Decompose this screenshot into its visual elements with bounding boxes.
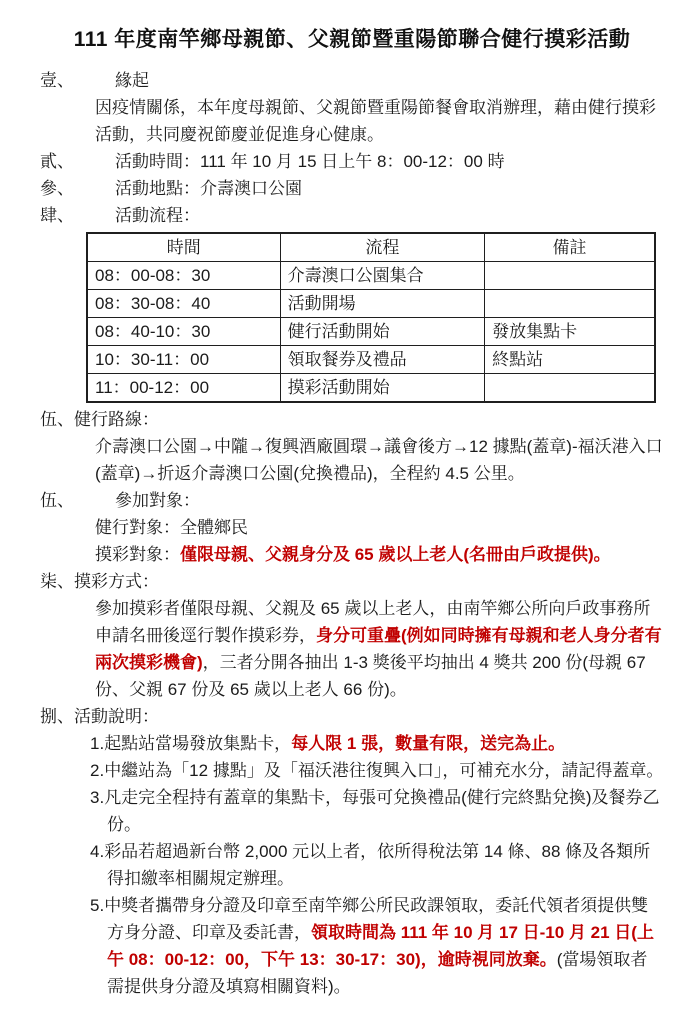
cell-note: 發放集點卡: [485, 318, 655, 346]
section-route-body: 介壽澳口公園→中隴→復興酒廠圓環→議會後方→12 據點(蓋章)-福沃港入口(蓋章)→折返介壽澳口公園(兌換禮品)，全程約 4.5 公里。: [95, 437, 663, 483]
cell-note: [485, 290, 655, 318]
item-number: 2.: [90, 761, 105, 780]
schedule-table-wrap: [86, 232, 664, 403]
schedule-table: [86, 232, 656, 403]
item-number: 4.: [90, 842, 105, 861]
section-participants-title: 參加對象：: [115, 491, 200, 510]
item-text: 中繼站為「12 據點」及「福沃港往復興入口」，可補充水分，請記得蓋章。: [104, 761, 664, 780]
item-text: 中獎者攜帶身分證及印章至南竿鄉公所民政課領取，委託代領者須提供雙方身分證、印章及委託書，: [104, 896, 649, 942]
cell-note: [485, 262, 655, 290]
section-notes-heading: [40, 703, 664, 730]
cell-note: [485, 374, 655, 403]
section-lottery-body: [95, 595, 664, 703]
section-place-text: 活動地點：介壽澳口公園: [115, 179, 302, 198]
table-row: [87, 290, 655, 318]
item-text: 彩品若超過新台幣 2,000 元以上者，依所得稅法第 14 條、88 條及各類所得扣繳率相關規定辦理。: [104, 842, 651, 888]
page-title: 111 年度南竿鄉母親節、父親節暨重陽節聯合健行摸彩活動: [73, 28, 631, 51]
lottery-body-highlight: 身分可重疊(例如同時擁有母親和老人身分者有兩次摸彩機會): [95, 626, 662, 672]
list-item: [90, 757, 664, 784]
cell-flow: 領取餐券及禮品: [280, 346, 484, 374]
list-item: [90, 892, 664, 1000]
cell-time: 10：30-11：00: [87, 346, 280, 374]
section-time-text: 活動時間：111 年 10 月 15 日上午 8：00-12：00 時: [115, 152, 505, 171]
section-origin-body: 因疫情關係，本年度母親節、父親節暨重陽節餐會取消辦理，藉由健行摸彩活動，共同慶祝節慶並促進身心健康。: [95, 98, 656, 144]
section-origin-heading: [40, 67, 664, 94]
schedule-col-flow: 流程: [280, 233, 484, 262]
item-number: 5.: [90, 896, 105, 915]
section-time: [40, 148, 664, 175]
lottery-target-restriction: 僅限母親、父親身分及 65 歲以上老人(名冊由戶政提供)。: [180, 545, 611, 564]
cell-time: 08：30-08：40: [87, 290, 280, 318]
table-row: [87, 346, 655, 374]
section-notes-label: 捌、: [40, 707, 74, 726]
list-item: [90, 838, 664, 892]
section-route-label: 伍、: [40, 410, 74, 429]
item-highlight: 每人限 1 張，數量有限，送完為止。: [291, 734, 566, 753]
cell-time: 08：00-08：30: [87, 262, 280, 290]
walk-target-line: 健行對象：全體鄉民: [95, 518, 248, 537]
section-lottery-heading: [40, 568, 664, 595]
table-row: [87, 374, 655, 403]
cell-flow: 健行活動開始: [280, 318, 484, 346]
section-schedule-label: 肆、: [40, 206, 74, 225]
section-lottery-label: 柒、: [40, 572, 74, 591]
section-origin-label: 壹、: [40, 71, 74, 90]
table-row: [87, 262, 655, 290]
schedule-col-note: 備註: [485, 233, 655, 262]
section-notes-title: 活動說明：: [74, 707, 159, 726]
item-text-tail: (當場領取者需提供身分證及填寫相關資料)。: [107, 950, 648, 996]
section-participants-heading: [40, 487, 664, 514]
section-lottery-title: 摸彩方式：: [74, 572, 159, 591]
section-place: [40, 175, 664, 202]
item-text: 起點站當場發放集點卡，: [104, 734, 292, 753]
section-origin-title: 緣起: [115, 71, 149, 90]
item-number: 1.: [90, 734, 105, 753]
section-time-label: 貳、: [40, 152, 74, 171]
item-number: 3.: [90, 788, 105, 807]
cell-time: 08：40-10：30: [87, 318, 280, 346]
table-row: [87, 318, 655, 346]
cell-flow: 介壽澳口公園集合: [280, 262, 484, 290]
lottery-target-label: 摸彩對象：: [95, 545, 180, 564]
list-item: [90, 730, 664, 757]
section-schedule-heading: [40, 202, 664, 229]
cell-flow: 活動開場: [280, 290, 484, 318]
item-text: 凡走完全程持有蓋章的集點卡，每張可兌換禮品(健行完終點兌換)及餐券乙份。: [104, 788, 660, 834]
section-participants-label: 伍、: [40, 491, 74, 510]
cell-time: 11：00-12：00: [87, 374, 280, 403]
section-place-label: 參、: [40, 179, 74, 198]
lottery-body-part1: 參加摸彩者僅限母親、父親及 65 歲以上老人，由南竿鄉公所向戶政事務所申請名冊後逕行製作摸彩券，: [95, 599, 651, 645]
schedule-header-row: [87, 233, 655, 262]
section-route-heading: [40, 406, 664, 433]
schedule-col-time: 時間: [87, 233, 280, 262]
section-schedule-title: 活動流程：: [115, 206, 200, 225]
section-route-title: 健行路線：: [74, 410, 159, 429]
list-item: [90, 784, 664, 838]
item-highlight: 領取時間為 111 年 10 月 17 日-10 月 21 日(上午 08：00-12：00，下午 13：30-17：30)，逾時視同放棄。: [107, 923, 654, 969]
cell-flow: 摸彩活動開始: [280, 374, 484, 403]
lottery-body-part2: ，三者分開各抽出 1-3 獎後平均抽出 4 獎共 200 份(母親 67 份、父親 67 份及 65 歲以上老人 66 份)。: [95, 653, 646, 699]
cell-note: 終點站: [485, 346, 655, 374]
lottery-target-line: [95, 541, 664, 568]
